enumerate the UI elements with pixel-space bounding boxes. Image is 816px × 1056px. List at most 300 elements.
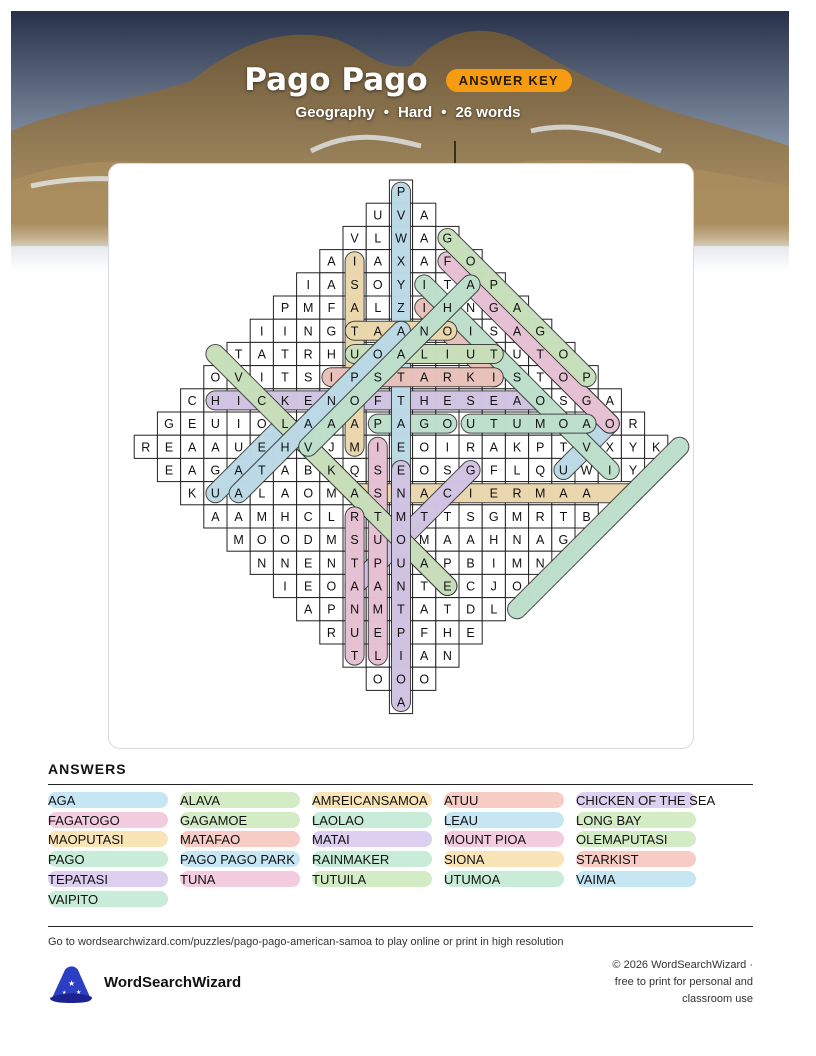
grid-letter: I — [492, 370, 496, 385]
svg-text:★: ★ — [62, 990, 67, 996]
copyright-line: © 2026 WordSearchWizard · — [612, 959, 753, 971]
grid-letter: A — [188, 440, 197, 455]
grid-letter: H — [442, 625, 452, 640]
answer-word — [576, 831, 696, 847]
grid-letter: T — [350, 649, 359, 664]
answer-word-label: PAGO PAGO PARK — [180, 852, 295, 868]
answers-divider — [48, 784, 753, 785]
grid-letter: L — [258, 486, 266, 501]
answer-word — [576, 851, 696, 867]
grid-letter: U — [350, 625, 360, 640]
grid-letter: A — [420, 649, 429, 664]
copyright-line: free to print for personal and — [614, 976, 753, 988]
grid-letter: U — [396, 556, 406, 571]
word-search-grid — [109, 164, 693, 748]
grid-letter: O — [442, 324, 453, 339]
grid-letter: P — [280, 301, 290, 316]
grid-letter: N — [396, 579, 406, 594]
grid-letter: H — [419, 393, 429, 408]
grid-letter: N — [442, 649, 452, 664]
grid-letter: P — [327, 602, 336, 617]
answer-word — [48, 812, 168, 828]
answer-word — [312, 851, 432, 867]
grid-letter: A — [420, 602, 429, 617]
word-count-label: 26 words — [455, 104, 521, 121]
grid-letter: G — [488, 301, 499, 316]
grid-letter: O — [256, 417, 267, 432]
grid-letter: O — [558, 417, 569, 432]
grid-letter: N — [419, 324, 429, 339]
grid-letter: K — [652, 440, 661, 455]
answer-word — [48, 831, 168, 847]
answer-word-label: VAIPITO — [48, 891, 99, 907]
grid-letter: A — [373, 324, 382, 339]
grid-letter: A — [559, 486, 568, 501]
grid-letter: E — [396, 463, 406, 478]
grid-letter: N — [466, 301, 476, 316]
grid-letters — [141, 185, 661, 709]
grid-letter: S — [489, 324, 498, 339]
footer-url-text: Go to wordsearchwizard.com/puzzles/pago-pago-american-samoa to play online or print in high resolution — [48, 936, 564, 948]
answer-word — [180, 792, 300, 808]
grid-letter: A — [280, 486, 290, 501]
grid-letter: I — [236, 417, 241, 432]
grid-letter: N — [535, 556, 545, 571]
grid-letter: A — [304, 417, 313, 432]
grid-letter: E — [257, 440, 266, 455]
grid-letter: A — [396, 695, 406, 710]
grid-letter: F — [489, 463, 498, 478]
grid-letter: G — [465, 463, 476, 478]
grid-letter: E — [304, 579, 313, 594]
answer-word-label: SIONA — [444, 852, 485, 868]
grid-letter: K — [188, 486, 197, 501]
grid-letter: E — [443, 579, 452, 594]
grid-letter: R — [326, 625, 336, 640]
grid-letter: P — [489, 277, 498, 292]
grid-letter: G — [581, 393, 592, 408]
grid-letter: I — [306, 277, 310, 292]
grid-letter: L — [513, 463, 521, 478]
answer-word-label: LONG BAY — [576, 812, 642, 828]
answer-word-label: AGA — [48, 793, 76, 808]
grid-letter: Y — [628, 440, 638, 455]
grid-letter: U — [373, 533, 383, 548]
grid-letter: K — [466, 370, 475, 385]
grid-letter: H — [280, 509, 290, 524]
answer-word-label: OLEMAPUTASI — [576, 832, 668, 848]
grid-letter: D — [303, 533, 313, 548]
grid-letter: O — [512, 579, 522, 594]
grid-letter: U — [558, 463, 568, 478]
grid-letter: I — [492, 556, 496, 571]
category-label: Geography — [295, 104, 375, 121]
grid-letter: K — [280, 393, 290, 408]
answer-word-label: GAGAMOE — [180, 812, 248, 828]
grid-letter: S — [373, 370, 382, 385]
grid-letter: Z — [397, 301, 405, 316]
grid-letter: O — [535, 393, 546, 408]
grid-letter: R — [466, 440, 476, 455]
grid-letter: A — [350, 486, 359, 501]
answer-word — [444, 851, 564, 867]
grid-letter: O — [558, 347, 569, 362]
grid-letter: N — [303, 324, 313, 339]
grid-letter: M — [534, 417, 546, 432]
copyright-notice — [583, 957, 753, 1008]
grid-letter: T — [257, 463, 266, 478]
grid-letter: U — [512, 347, 522, 362]
answer-word — [312, 831, 432, 847]
grid-letter: I — [468, 324, 473, 339]
answer-word — [576, 871, 696, 887]
copyright-line: classroom use — [682, 993, 753, 1005]
grid-letter: O — [465, 254, 476, 269]
grid-letter: A — [420, 254, 429, 269]
grid-letter: G — [442, 231, 453, 246]
grid-letter: T — [281, 347, 289, 362]
grid-letter: E — [304, 393, 313, 408]
grid-letter: V — [350, 231, 359, 246]
grid-letter: J — [328, 440, 335, 455]
grid-letter: R — [141, 440, 151, 455]
grid-letter: E — [443, 393, 452, 408]
answer-word-label: TEPATASI — [48, 871, 108, 887]
grid-letter: G — [535, 324, 546, 339]
grid-letter: P — [536, 440, 545, 455]
grid-letter: R — [303, 347, 313, 362]
grid-letter: W — [395, 231, 407, 246]
grid-letter: A — [420, 486, 429, 501]
grid-letter: A — [466, 277, 475, 292]
answer-word-label: MAOPUTASI — [48, 832, 124, 848]
grid-letter: P — [373, 556, 382, 571]
grid-letter: M — [302, 301, 314, 316]
grid-letter: E — [373, 625, 382, 640]
grid-letter: R — [350, 509, 360, 524]
grid-letter: O — [396, 672, 406, 687]
grid-letter: M — [233, 533, 244, 548]
answer-word — [444, 812, 564, 828]
grid-letter: I — [376, 440, 380, 455]
grid-letter: O — [210, 370, 221, 385]
grid-letter: A — [211, 440, 220, 455]
grid-letter: A — [350, 417, 359, 432]
grid-letter: N — [396, 486, 406, 501]
puzzle-title: Pago Pago — [244, 62, 428, 98]
grid-letter: A — [188, 463, 197, 478]
grid-letter: O — [349, 393, 360, 408]
grid-letter: E — [188, 417, 197, 432]
grid-letter: I — [399, 649, 403, 664]
difficulty-label: Hard — [397, 104, 433, 121]
grid-letter: C — [187, 393, 197, 408]
grid-letter: P — [582, 370, 591, 385]
grid-letter: M — [256, 509, 268, 524]
answer-word — [312, 871, 432, 887]
grid-letter: O — [326, 579, 337, 594]
grid-letter: A — [512, 301, 522, 316]
meta-separator: • — [383, 104, 389, 121]
grid-letter: A — [373, 579, 382, 594]
grid-letter: R — [628, 417, 638, 432]
grid-letter: S — [350, 533, 359, 548]
grid-letter: G — [164, 417, 174, 432]
grid-letter: I — [422, 277, 426, 292]
grid-letter: I — [352, 254, 357, 269]
grid-letter: N — [350, 602, 360, 617]
answer-word-label: LAOLAO — [312, 812, 365, 828]
grid-letter: P — [443, 556, 452, 571]
grid-letter: A — [257, 347, 266, 362]
grid-letter: T — [559, 509, 568, 524]
answer-word-label: TUTUILA — [312, 871, 367, 887]
grid-letter: E — [466, 625, 475, 640]
grid-letter: R — [512, 486, 522, 501]
grid-letter: A — [420, 231, 429, 246]
grid-letter: I — [329, 370, 334, 385]
grid-letter: L — [374, 231, 382, 246]
grid-letter: S — [304, 370, 313, 385]
grid-letter: O — [442, 417, 453, 432]
grid-letter: O — [372, 277, 383, 292]
grid-letter: S — [559, 393, 568, 408]
answer-word-label: STARKIST — [576, 852, 639, 868]
answer-word-label: AMREICANSAMOA — [312, 793, 428, 808]
answer-word-label: FAGATOGO — [48, 812, 120, 828]
answer-word — [576, 792, 716, 808]
answer-word-label: TUNA — [180, 871, 216, 887]
grid-letter: S — [443, 463, 452, 478]
grid-letter: L — [374, 649, 382, 664]
grid-letter: Q — [349, 463, 360, 478]
grid-letter: E — [489, 486, 498, 501]
grid-letter: I — [260, 370, 264, 385]
grid-letter: A — [420, 370, 429, 385]
grid-letter: U — [210, 417, 220, 432]
grid-letter: N — [257, 556, 267, 571]
grid-letter: U — [234, 440, 244, 455]
answer-word-label: ATUU — [444, 793, 479, 808]
grid-letter: O — [396, 533, 406, 548]
grid-letter: H — [210, 393, 220, 408]
grid-letter: L — [420, 347, 428, 362]
answer-word — [48, 792, 168, 808]
grid-letter: O — [604, 417, 615, 432]
grid-letter: G — [210, 463, 221, 478]
grid-letter: M — [534, 486, 546, 501]
grid-letter: I — [445, 347, 450, 362]
grid-letter: O — [372, 347, 383, 362]
answer-word — [312, 792, 432, 808]
grid-letter: U — [373, 208, 383, 223]
answer-key-badge: ANSWER KEY — [446, 69, 572, 92]
answer-word — [48, 851, 168, 867]
grid-letter: N — [280, 556, 290, 571]
grid-letter: A — [350, 579, 359, 594]
grid-letter: A — [327, 417, 336, 432]
grid-letter: T — [443, 602, 452, 617]
svg-text:★: ★ — [68, 979, 76, 988]
answer-word — [180, 851, 300, 867]
answer-word — [444, 792, 564, 808]
brand-name: WordSearchWizard — [104, 974, 242, 991]
grid-letter: A — [582, 417, 591, 432]
grid-letter: M — [372, 602, 384, 617]
grid-letter: B — [304, 463, 313, 478]
grid-letter: F — [373, 393, 382, 408]
grid-letter: A — [350, 301, 359, 316]
footer-divider — [48, 926, 753, 927]
grid-letter: R — [442, 370, 452, 385]
meta-separator: • — [441, 104, 447, 121]
answer-word — [444, 831, 564, 847]
answer-word-label: ALAVA — [180, 793, 220, 808]
grid-letter: G — [488, 509, 499, 524]
grid-letter: O — [280, 533, 290, 548]
grid-letter: P — [396, 625, 406, 640]
answer-word-label: PAGO — [48, 852, 85, 868]
grid-letter: Y — [628, 463, 638, 478]
grid-letter: L — [281, 417, 289, 432]
grid-letter: J — [490, 579, 497, 594]
grid-letter: M — [395, 509, 407, 524]
grid-letter: O — [419, 672, 430, 687]
grid-letter: A — [234, 463, 243, 478]
grid-letter: T — [397, 370, 405, 385]
grid-letter: T — [350, 556, 359, 571]
grid-letter: A — [420, 556, 429, 571]
grid-letter: B — [466, 556, 475, 571]
answers-heading: ANSWERS — [48, 761, 127, 777]
grid-letter: M — [418, 533, 430, 548]
grid-letter: I — [260, 324, 264, 339]
answer-word — [312, 812, 432, 828]
grid-letter: P — [396, 185, 406, 200]
grid-letter: A — [327, 277, 336, 292]
grid-letter: U — [210, 486, 220, 501]
grid-letter: T — [350, 324, 359, 339]
grid-letter: S — [373, 463, 382, 478]
grid-letter: V — [396, 208, 406, 223]
grid-letter: T — [373, 509, 382, 524]
grid-letter: V — [234, 370, 243, 385]
answer-word-label: LEAU — [444, 812, 478, 828]
answer-word-label: CHICKEN OF THE SEA — [576, 793, 716, 808]
grid-letter: A — [396, 347, 406, 362]
grid-letter: I — [608, 463, 612, 478]
grid-letter: F — [327, 301, 336, 316]
grid-letter: C — [303, 509, 313, 524]
grid-letter: A — [605, 393, 614, 408]
grid-letter: T — [443, 509, 452, 524]
grid-letter: E — [164, 440, 174, 455]
grid-letter: A — [396, 324, 406, 339]
grid-letter: K — [512, 440, 522, 455]
grid-letter: T — [559, 440, 568, 455]
grid-letter: E — [489, 393, 498, 408]
grid-letter: A — [396, 417, 406, 432]
grid-letter: E — [396, 440, 406, 455]
grid-letter: F — [420, 625, 429, 640]
grid-letter: I — [283, 324, 287, 339]
grid-letter: E — [304, 556, 313, 571]
grid-letter: C — [466, 579, 476, 594]
answer-word — [48, 871, 168, 887]
grid-letter: N — [326, 556, 336, 571]
grid-letter: E — [164, 463, 174, 478]
grid-letter: M — [511, 509, 523, 524]
grid-letter: T — [420, 579, 429, 594]
grid-letter: S — [466, 393, 475, 408]
grid-letter: G — [419, 417, 430, 432]
grid-letter: A — [234, 486, 243, 501]
grid-letter: C — [257, 393, 267, 408]
answer-word-label: UTUMOA — [444, 871, 501, 887]
grid-letter: I — [422, 301, 426, 316]
grid-letter: M — [349, 440, 360, 455]
answer-word — [180, 871, 300, 887]
grid-letter: U — [466, 347, 476, 362]
grid-letter: U — [466, 417, 476, 432]
grid-letter: C — [442, 486, 452, 501]
grid-letter: A — [234, 509, 243, 524]
grid-letter: B — [582, 509, 591, 524]
grid-letter: A — [443, 533, 452, 548]
grid-letter: T — [281, 370, 289, 385]
grid-letter: P — [373, 417, 382, 432]
grid-letter: S — [350, 277, 359, 292]
grid-letter: A — [536, 533, 545, 548]
answer-word-label: MOUNT PIOA — [444, 832, 527, 848]
grid-letter: T — [489, 347, 498, 362]
answer-word-label: RAINMAKER — [312, 852, 390, 868]
grid-letter: V — [582, 440, 591, 455]
grid-letter: H — [489, 533, 499, 548]
answer-word-label: MATAI — [312, 832, 350, 848]
grid-letter: U — [350, 347, 360, 362]
grid-letter: H — [442, 301, 452, 316]
grid-letter: I — [283, 579, 287, 594]
grid-letter: L — [490, 602, 498, 617]
grid-letter: S — [373, 486, 382, 501]
grid-letter: Q — [535, 463, 546, 478]
grid-letter: L — [327, 509, 335, 524]
grid-letter: S — [466, 509, 475, 524]
grid-letter: A — [280, 463, 290, 478]
grid-letter: X — [605, 440, 614, 455]
answer-word — [444, 871, 564, 887]
grid-letter: N — [512, 533, 522, 548]
grid-letter: H — [280, 440, 290, 455]
grid-letter: R — [535, 509, 545, 524]
wizard-hat-logo-icon — [48, 964, 94, 1004]
answer-word-label: VAIMA — [576, 871, 616, 887]
grid-letter: X — [396, 254, 406, 269]
grid-letter: O — [256, 533, 267, 548]
grid-letter: I — [236, 393, 241, 408]
grid-letter: O — [372, 672, 383, 687]
grid-letter: U — [512, 417, 522, 432]
answer-word — [576, 812, 696, 828]
grid-letter: S — [512, 370, 522, 385]
grid-letter: A — [373, 254, 382, 269]
grid-letter: A — [420, 208, 429, 223]
grid-letter: G — [326, 324, 337, 339]
answer-word — [180, 831, 300, 847]
puzzle-card — [108, 163, 694, 749]
grid-letter: F — [443, 254, 452, 269]
